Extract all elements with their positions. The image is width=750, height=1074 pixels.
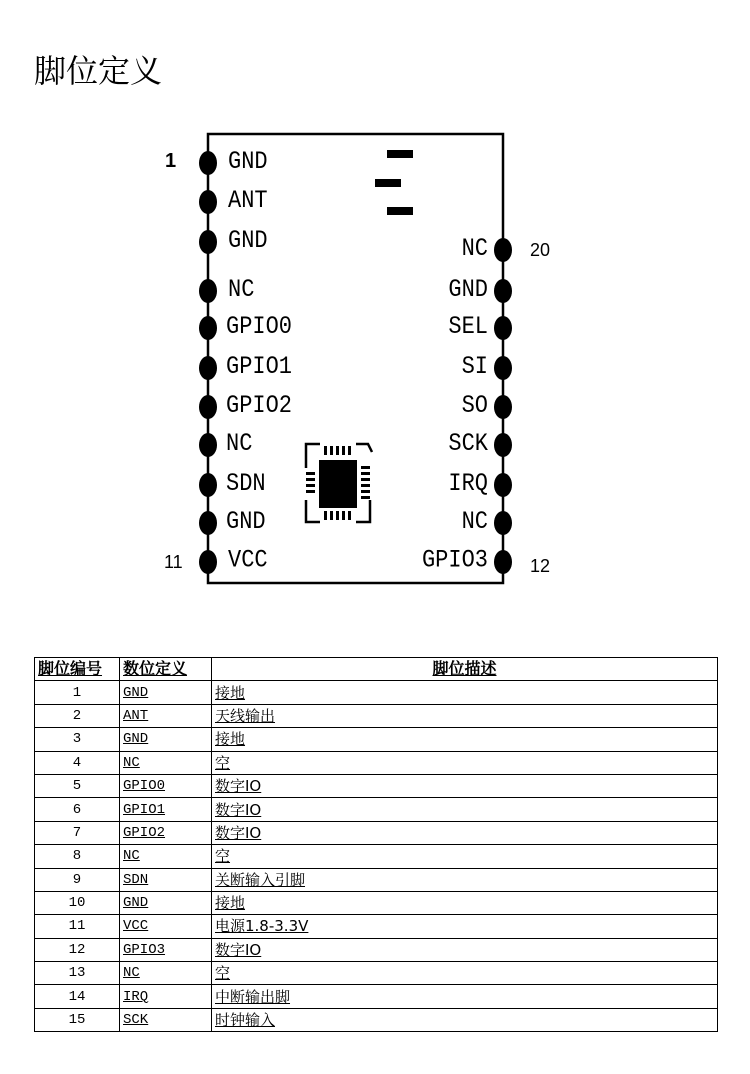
pin-label: ANT: [228, 186, 268, 215]
pin-label: GND: [228, 147, 268, 176]
table-row: [35, 681, 718, 704]
pin-number: 11: [164, 552, 183, 572]
pin-label: IRQ: [448, 469, 488, 498]
antenna-mark: [387, 150, 413, 158]
pin-number-cell: 7: [35, 821, 120, 844]
pin-dot: [199, 190, 217, 214]
table-row: [35, 938, 718, 961]
pin-definition-cell: IRQ: [120, 985, 212, 1008]
pin-definition-cell: VCC: [120, 915, 212, 938]
table-row: [35, 891, 718, 914]
pin-definition-cell: NC: [120, 751, 212, 774]
pin-description-cell: 接地: [212, 728, 718, 751]
column-header-definition: 数位定义: [120, 658, 212, 681]
pin-label: SCK: [448, 429, 488, 458]
pin-label: SO: [461, 391, 488, 420]
pin-label: SI: [461, 352, 488, 381]
pin-number-cell: 8: [35, 845, 120, 868]
pin-description-cell: 时钟输入: [212, 1008, 718, 1031]
pin-definition-table: [34, 657, 718, 1032]
pin-definition-cell: GPIO1: [120, 798, 212, 821]
table-row: [35, 821, 718, 844]
table-row: [35, 728, 718, 751]
table-row: [35, 915, 718, 938]
pin-number-cell: 4: [35, 751, 120, 774]
pin-number-cell: 2: [35, 704, 120, 727]
pin-description-cell: 中断输出脚: [212, 985, 718, 1008]
pin-dot: [494, 238, 512, 262]
table-header-row: [35, 658, 718, 681]
pin-label: GPIO2: [226, 391, 293, 420]
pin-label: NC: [461, 234, 488, 263]
table-row: [35, 704, 718, 727]
table-row: [35, 774, 718, 797]
right-pin-dots: [494, 238, 512, 574]
pin-description-cell: 接地: [212, 891, 718, 914]
table-row: [35, 845, 718, 868]
pin-description-cell: 电源1.8-3.3V: [212, 915, 718, 938]
column-header-description: 脚位描述: [212, 658, 718, 681]
pin-label: NC: [226, 429, 253, 458]
pin-dot: [494, 279, 512, 303]
pin-dot: [199, 279, 217, 303]
pin-definition-cell: GND: [120, 891, 212, 914]
pin-definition-cell: GPIO3: [120, 938, 212, 961]
pin-label: GND: [228, 226, 268, 255]
pin-label: VCC: [228, 546, 268, 575]
pin-label: NC: [461, 507, 488, 536]
pin-definition-cell: GND: [120, 681, 212, 704]
pin-label: GPIO1: [226, 352, 293, 381]
pin-dot: [494, 433, 512, 457]
table-row: [35, 1008, 718, 1031]
pin-definition-cell: SCK: [120, 1008, 212, 1031]
pin-number-cell: 5: [35, 774, 120, 797]
pin-dot: [494, 550, 512, 574]
pin-number: 12: [530, 556, 551, 576]
pin-number-cell: 3: [35, 728, 120, 751]
pin-description-cell: 接地: [212, 681, 718, 704]
pin-definition-cell: SDN: [120, 868, 212, 891]
pin-dot: [199, 433, 217, 457]
table-row: [35, 868, 718, 891]
pin-dot: [199, 356, 217, 380]
pin-number: 1: [165, 150, 177, 172]
pin-number-cell: 14: [35, 985, 120, 1008]
pin-dot: [494, 511, 512, 535]
pin-dot: [494, 356, 512, 380]
pin-definition-cell: GND: [120, 728, 212, 751]
antenna-mark: [387, 207, 413, 215]
pin-label: GND: [226, 507, 266, 536]
pin-dot: [199, 151, 217, 175]
antenna-mark: [375, 179, 401, 187]
chip-icon: [306, 444, 372, 522]
pin-dot: [199, 473, 217, 497]
page-title: 脚位定义: [34, 52, 163, 90]
pin-dot: [494, 473, 512, 497]
pin-label: SEL: [448, 312, 488, 341]
pin-description-cell: 数字IO: [212, 774, 718, 797]
pin-number-cell: 12: [35, 938, 120, 961]
pin-number: 20: [530, 240, 551, 260]
pin-label: SDN: [226, 469, 266, 498]
pin-number-cell: 11: [35, 915, 120, 938]
pin-label: GPIO0: [226, 312, 293, 341]
table-row: [35, 798, 718, 821]
table-row: [35, 985, 718, 1008]
pin-label: NC: [228, 275, 255, 304]
column-header-pin-number: 脚位编号: [35, 658, 120, 681]
pin-dot: [199, 511, 217, 535]
pin-description-cell: 空: [212, 962, 718, 985]
pin-description-cell: 数字IO: [212, 938, 718, 961]
pin-label: GPIO3: [421, 546, 488, 575]
table-row: [35, 751, 718, 774]
pin-definition-cell: GPIO2: [120, 821, 212, 844]
pin-description-cell: 关断输入引脚: [212, 868, 718, 891]
pin-definition-cell: GPIO0: [120, 774, 212, 797]
pin-dot: [199, 395, 217, 419]
pin-number-cell: 10: [35, 891, 120, 914]
pin-dot: [199, 230, 217, 254]
pin-definition-cell: ANT: [120, 704, 212, 727]
pin-description-cell: 空: [212, 751, 718, 774]
pin-description-cell: 数字IO: [212, 821, 718, 844]
pin-number-cell: 15: [35, 1008, 120, 1031]
pin-dot: [494, 395, 512, 419]
pin-definition-cell: NC: [120, 845, 212, 868]
pin-number-cell: 1: [35, 681, 120, 704]
pin-label: GND: [448, 275, 488, 304]
pin-description-cell: 空: [212, 845, 718, 868]
table-row: [35, 962, 718, 985]
pin-definition-cell: NC: [120, 962, 212, 985]
pin-description-cell: 天线输出: [212, 704, 718, 727]
pin-dot: [199, 550, 217, 574]
pin-number-cell: 13: [35, 962, 120, 985]
pin-description-cell: 数字IO: [212, 798, 718, 821]
pin-number-cell: 6: [35, 798, 120, 821]
pin-number-cell: 9: [35, 868, 120, 891]
pin-dot: [494, 316, 512, 340]
pin-dot: [199, 316, 217, 340]
